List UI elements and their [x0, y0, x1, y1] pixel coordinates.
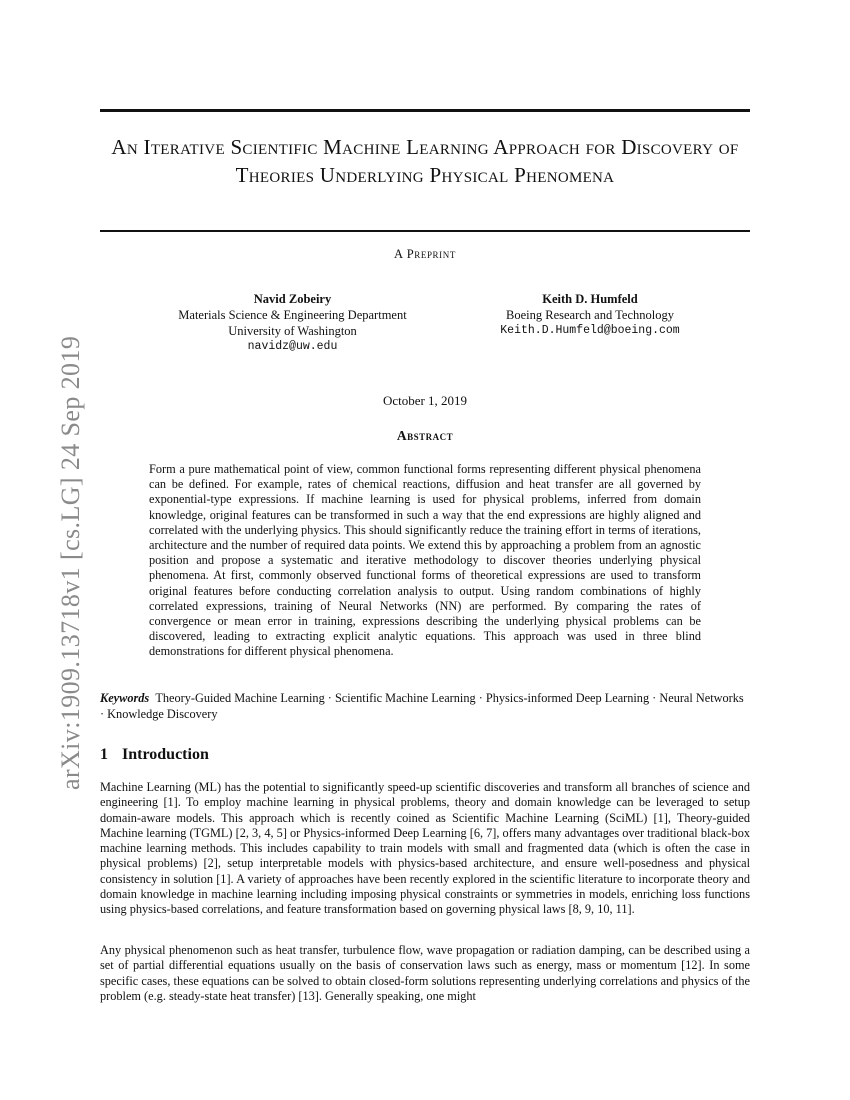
author-block-2	[480, 291, 700, 339]
author-email[interactable]: Keith.D.Humfeld@boeing.com	[500, 324, 680, 337]
paragraph: Any physical phenomenon such as heat transfer, turbulence flow, wave propagation or radiation damping, can be described using a set of partial differential equations usually on the basis of conservation laws such as energy, mass or momentum [12]. In some specific cases, these equations can be solved to obtain closed-form solutions representing underlying correlations and physics of the problem (e.g. steady-state heat transfer) [13]. Generally speaking, one might	[100, 943, 750, 1003]
author-affiliation: University of Washington	[228, 324, 357, 338]
author-email[interactable]: navidz@uw.edu	[247, 340, 338, 353]
paragraph: Machine Learning (ML) has the potential to significantly speed-up scientific discoveries and transform all branches of science and engineering [1]. To employ machine learning in physical problems, theory and domain knowledge can be leveraged to setup domain-aware models. This approach which is recently coined as Scientific Machine Learning (SciML) [1], Theory-guided Machine learning (TGML) [2, 3, 4, 5] or Physics-informed Deep Learning [6, 7], offers many advantages over traditional black-box machine learning methods. This includes capability to train models with small and fragmented data (which is often the case in physical problems) [2], setup interpretable models with physics-based architecture, and ensure well-posedness and physical consistency in solution [1]. A variety of approaches have been recently explored in the scientific literature to incorporate theory and domain knowledge in machine learning including imposing physical constraints or symmetries in models, enriching loss functions using physics-based correlations, and feature transformation based on governing physical laws [8, 9, 10, 11].	[100, 780, 750, 917]
abstract-body: Form a pure mathematical point of view, common functional forms representing different physical phenomena can be defined. For example, rates of chemical reactions, diffusion and heat transfer are all governed by exponential-type expressions. If machine learning is used for physical problems, inferred from domain knowledge, original features can be transformed in such a way that the end expressions are highly aligned and correlated with the underlying physics. This should significantly reduce the training effort in terms of iterations, architecture and the number of required data points. We extend this by approaching a problem from an agnostic position and propose a systematic and iterative methodology to discover theories underlying physical phenomena. At first, commonly observed functional forms of theoretical expressions are used to transform original features before conducting correlation analysis to output. Using random combinations of highly correlated expressions, training of Neural Networks (NN) are performed. By comparing the rates of convergence or mean error in training, expressions describing the underlying physical problems can be discovered, leading to extracting explicit analytic equations. This approach was used in three blind demonstrations for different physical phenomena.	[149, 462, 701, 659]
title-rule-bottom	[100, 230, 750, 232]
author-name: Keith D. Humfeld	[542, 292, 638, 306]
preprint-label: A Preprint	[394, 247, 456, 261]
title-rule-top	[100, 109, 750, 112]
section-title: Introduction	[122, 746, 209, 763]
section-number: 1	[100, 746, 108, 763]
section-heading	[100, 746, 209, 764]
keywords-list: Theory-Guided Machine Learning · Scientific Machine Learning · Physics-informed Deep Learning · Neural Networks · Knowledge Discovery	[100, 691, 744, 721]
keywords-label: Keywords	[100, 691, 150, 705]
abstract-heading: Abstract	[396, 428, 454, 443]
author-affiliation: Materials Science & Engineering Department	[178, 308, 407, 322]
author-name: Navid Zobeiry	[253, 292, 332, 306]
author-affiliation: Boeing Research and Technology	[506, 308, 674, 322]
paper-date: October 1, 2019	[382, 393, 468, 408]
paper-title: An Iterative Scientific Machine Learning Approach for Discovery of Theories Underlying Physical Phenomena	[111, 135, 739, 187]
arxiv-stamp	[8, 210, 85, 790]
keywords	[100, 691, 750, 722]
arxiv-stamp-text: arXiv:1909.13718v1 [cs.LG] 24 Sep 2019	[56, 335, 85, 790]
author-block-1	[150, 291, 435, 355]
